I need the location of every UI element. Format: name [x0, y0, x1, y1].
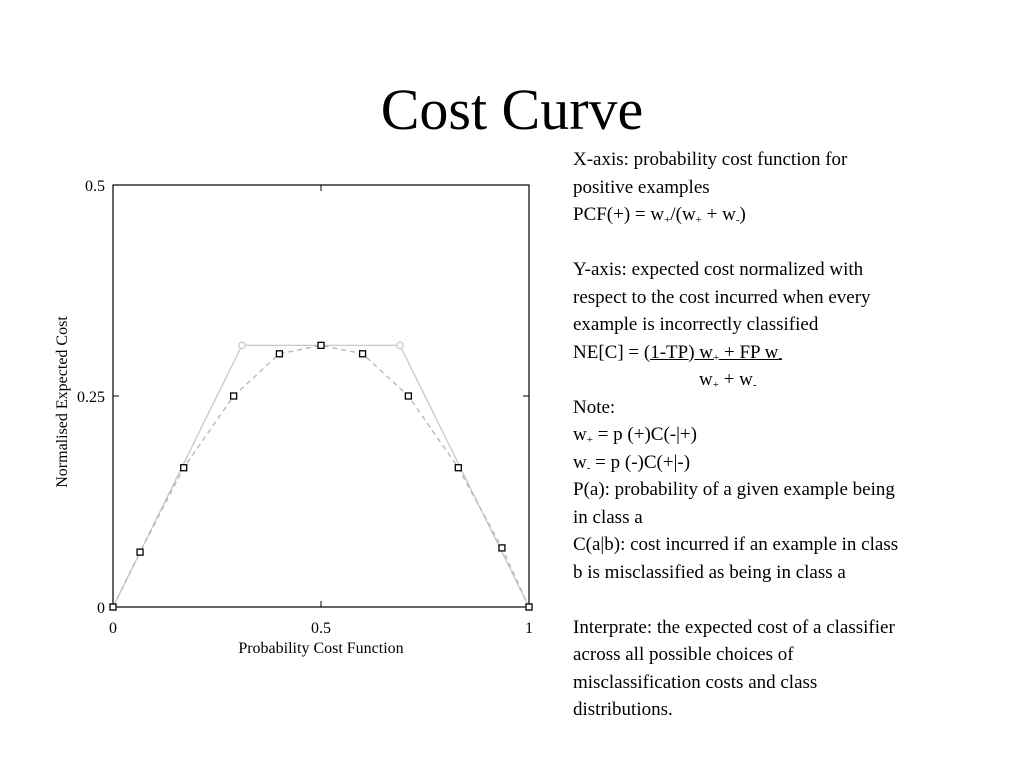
interprate-line-1: Interprate: the expected cost of a classifier — [573, 616, 895, 638]
y-tick-label: 0.5 — [85, 178, 105, 195]
ne-formula-numerator: NE[C] = (1-TP) $w_+$ + FP $w_-$ — [573, 341, 783, 364]
notes-panel — [573, 146, 973, 724]
pcf-formula: $PCF(+) = w_+/(w_+ + w_-)$ — [573, 204, 746, 226]
x-axis-label: Probability Cost Function — [238, 640, 404, 657]
x-tick-label: 0 — [109, 620, 117, 637]
cab-line-1: C(a|b): cost incurred if an example in class — [573, 534, 899, 555]
x-tick-label: 0.5 — [311, 620, 331, 637]
wminus-definition: $w_- = p$ (-)C(+|-) — [573, 451, 691, 474]
xaxis-line-2: positive examples — [573, 176, 710, 198]
ne-formula-denominator: $w_+ + w_-$ — [699, 369, 757, 391]
series-2-point — [181, 465, 187, 471]
cab-line-2: b is misclassified as being in class a — [573, 561, 846, 583]
spacer — [573, 586, 973, 614]
series-2-point — [455, 465, 461, 471]
plot-frame — [113, 185, 529, 607]
y-axis-label: Normalised Expected Cost — [54, 316, 71, 488]
slide-title: Cost Curve — [380, 77, 644, 142]
series-2-point — [526, 604, 532, 610]
interprate-line-3: misclassification costs and class — [573, 671, 818, 693]
series-2-point — [499, 545, 505, 551]
series-2-point — [231, 393, 237, 399]
series-2-point — [360, 351, 366, 357]
interprate-line-4: distributions. — [573, 699, 673, 720]
series-2-point — [137, 549, 143, 555]
yaxis-line-1: Y-axis: expected cost normalized with — [573, 259, 864, 280]
series-line-2 — [113, 345, 529, 607]
wplus-definition: $w_+ = p$ (+)C(-|+) — [573, 424, 697, 446]
spacer — [573, 229, 973, 257]
pa-line-1: P(a): probability of a given example being — [573, 479, 895, 500]
series-2-point — [318, 342, 324, 348]
y-tick-label: 0.25 — [77, 389, 105, 406]
series-2-point — [276, 351, 282, 357]
yaxis-line-2: respect to the cost incurred when every — [573, 286, 871, 308]
note-heading: Note: — [573, 396, 616, 418]
series-2-point — [405, 393, 411, 399]
yaxis-line-3: example is incorrectly classified — [573, 314, 819, 335]
series-line-1 — [113, 345, 529, 607]
y-tick-label: 0 — [97, 600, 105, 617]
xaxis-line-1: X-axis: probability cost function for — [573, 149, 848, 170]
series-1-point — [239, 342, 245, 348]
x-tick-label: 1 — [525, 620, 533, 637]
interprate-line-2: across all possible choices of — [573, 644, 794, 665]
pa-line-2: in class a — [573, 506, 643, 528]
series-1-point — [397, 342, 403, 348]
series-2-point — [110, 604, 116, 610]
